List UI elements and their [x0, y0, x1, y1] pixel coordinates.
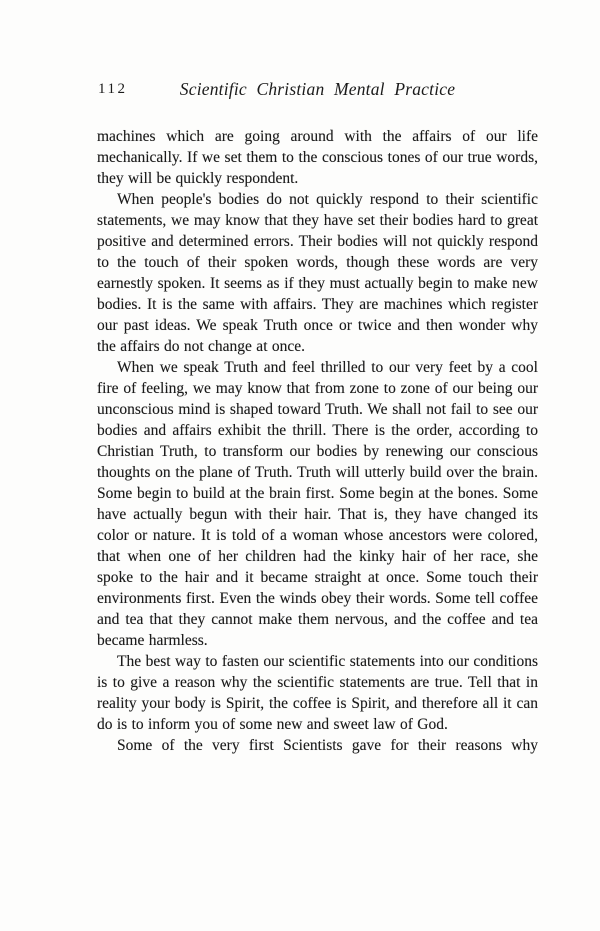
paragraph: When we speak Truth and feel thrilled to our very feet by a cool fire of feeling, we may know that from zone to zone of our being our unconscious mind is shaped toward Truth. We shall not fail to see our bodies and affairs exhibit the thrill. There is the order, according to Christian Truth, to transform our bodies by renewing our conscious thoughts on the plane of Truth. Truth will utterly build over the brain. Some begin to build at the brain first. Some begin at the bones. Some have actually begun with their hair. That is, they have changed its color or nature. It is told of a woman whose ancestors were colored, that when one of her children had the kinky hair of her race, she spoke to the hair and it became straight at once. Some touch their environments first. Even the winds obey their words. Some tell coffee and tea that they cannot make them nervous, and the coffee and tea became harmless.: [97, 359, 538, 649]
text-column: [97, 79, 538, 756]
paragraph: Some of the very first Scientists gave for their reasons why: [117, 737, 538, 754]
paragraph: machines which are going around with the affairs of our life mechanically. If we set them to the conscious tones of our true words, they will be quickly respondent.: [97, 128, 538, 187]
page-number: 112: [98, 81, 128, 97]
body-text: [97, 126, 538, 756]
running-title: Scientific Christian Mental Practice: [179, 79, 456, 99]
paragraph: When people's bodies do not quickly respond to their scientific statements, we may know that they have set their bodies hard to great positive and determined errors. Their bodies will not quickly respond to the touch of their spoken words, though these words are very earnestly spoken. It seems as if they must actually begin to make new bodies. It is the same with affairs. They are machines which register our past ideas. We speak Truth once or twice and then wonder why the affairs do not change at once.: [97, 191, 538, 355]
page-header: [97, 79, 538, 99]
paragraph: The best way to fasten our scientific statements into our conditions is to give a reason why the scientific statements are true. Tell that in reality your body is Spirit, the coffee is Spirit, and therefore all it can do is to inform you of some new and sweet law of God.: [97, 653, 538, 733]
